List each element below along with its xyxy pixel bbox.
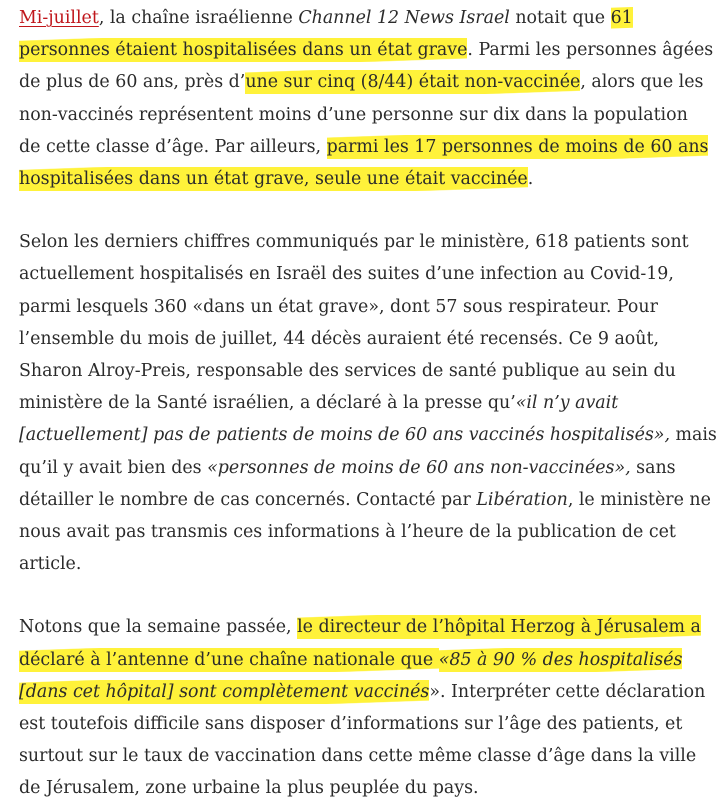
italic-text: Libération	[476, 489, 568, 510]
text-segment: , le ministère ne	[567, 489, 711, 510]
text-segment: notait que	[509, 8, 611, 28]
text-segment: qu’il y avait bien des	[19, 457, 208, 478]
text-line	[19, 740, 696, 772]
text-line	[19, 258, 674, 290]
text-line	[19, 548, 81, 580]
text-line	[19, 131, 708, 163]
highlighted-text: une sur cinq (8/44) était non-vaccinée	[245, 72, 581, 93]
text-segment: , alors que les	[580, 72, 704, 93]
text-line	[19, 708, 682, 740]
text-line	[19, 163, 533, 195]
text-line	[19, 676, 705, 708]
text-segment: de Jérusalem, zone urbaine la plus peuplée du pays.	[19, 778, 479, 799]
text-line	[19, 484, 711, 516]
text-line	[19, 611, 701, 643]
text-segment: détailler le nombre de cas concernés. Contacté par	[19, 489, 477, 510]
text-segment: de cette classe d’âge. Par ailleurs,	[19, 136, 327, 157]
italic-text: Channel 12 News Israel	[298, 8, 510, 28]
highlighted-text: le directeur de l’hôpital Herzog à Jérusalem a	[297, 617, 701, 638]
highlighted-text: déclaré à l’antenne d’une chaîne nationale que	[19, 649, 439, 670]
text-line	[19, 2, 633, 34]
highlighted-text: hospitalisées dans un état grave, seule une était vaccinée	[19, 169, 528, 189]
text-line	[19, 99, 688, 131]
highlighted-text: [dans cet hôpital] sont complètement vaccinés	[19, 681, 430, 702]
text-segment: est toutefois difficile sans disposer d’informations sur l’âge des patients, et	[19, 714, 683, 734]
text-segment: Notons que la semaine passée,	[19, 617, 298, 638]
text-segment: Sharon Alroy-Preis, responsable des services de santé publique au sein du	[19, 361, 676, 381]
text-line	[19, 355, 676, 387]
text-line	[19, 644, 682, 676]
text-line	[19, 516, 676, 548]
text-segment: article.	[19, 554, 82, 575]
text-line	[19, 291, 658, 323]
text-segment: ministère de la Santé israélien, a déclaré à la presse qu’	[19, 393, 516, 414]
text-line	[19, 226, 689, 258]
text-segment: , la chaîne israélienne	[98, 8, 299, 28]
text-segment: mais	[669, 425, 717, 446]
text-segment: surtout sur le taux de vaccination dans cette même classe d’âge dans la ville	[19, 746, 697, 767]
text-line	[19, 419, 717, 451]
highlighted-text: parmi les 17 personnes de moins de 60 ans	[326, 136, 709, 157]
text-line	[19, 772, 479, 804]
text-line	[19, 323, 659, 355]
text-segment: de plus de 60 ans, près d’	[19, 72, 246, 93]
text-segment: sans	[630, 457, 676, 478]
text-line	[19, 34, 713, 66]
highlighted-text: personnes étaient hospitalisées dans un état grave	[19, 40, 468, 61]
text-segment: ». Interpréter cette déclaration	[429, 681, 706, 702]
text-segment: Selon les derniers chiffres communiqués par le ministère, 618 patients sont	[19, 232, 689, 253]
italic-text: [actuellement] pas de patients de moins de 60 ans vaccinés hospitalisés»,	[19, 425, 670, 446]
text-segment: .	[527, 169, 534, 189]
text-line	[19, 387, 618, 419]
highlighted-text: 61	[610, 8, 633, 28]
text-segment: parmi lesquels 360 «dans un état grave», dont 57 sous respirateur. Pour	[19, 296, 658, 317]
text-line	[19, 452, 676, 484]
text-segment: . Parmi les personnes âgées	[467, 40, 714, 61]
text-line	[19, 66, 703, 98]
text-segment: nous avait pas transmis ces informations à l’heure de la publication de cet	[19, 522, 676, 542]
italic-text: «il n’y avait	[515, 393, 619, 414]
text-segment: actuellement hospitalisés en Israël des suites d’une infection au Covid-19,	[19, 264, 674, 285]
highlighted-text: «85 à 90 % des hospitalisés	[438, 649, 683, 670]
text-segment: non-vaccinés représentent moins d’une personne sur dix dans la population	[19, 104, 688, 125]
italic-text: «personnes de moins de 60 ans non-vaccinées»,	[207, 457, 631, 478]
text-segment: l’ensemble du mois de juillet, 44 décès auraient été recensés. Ce 9 août,	[19, 328, 659, 349]
source-link[interactable]: Mi-juillet	[19, 8, 99, 28]
